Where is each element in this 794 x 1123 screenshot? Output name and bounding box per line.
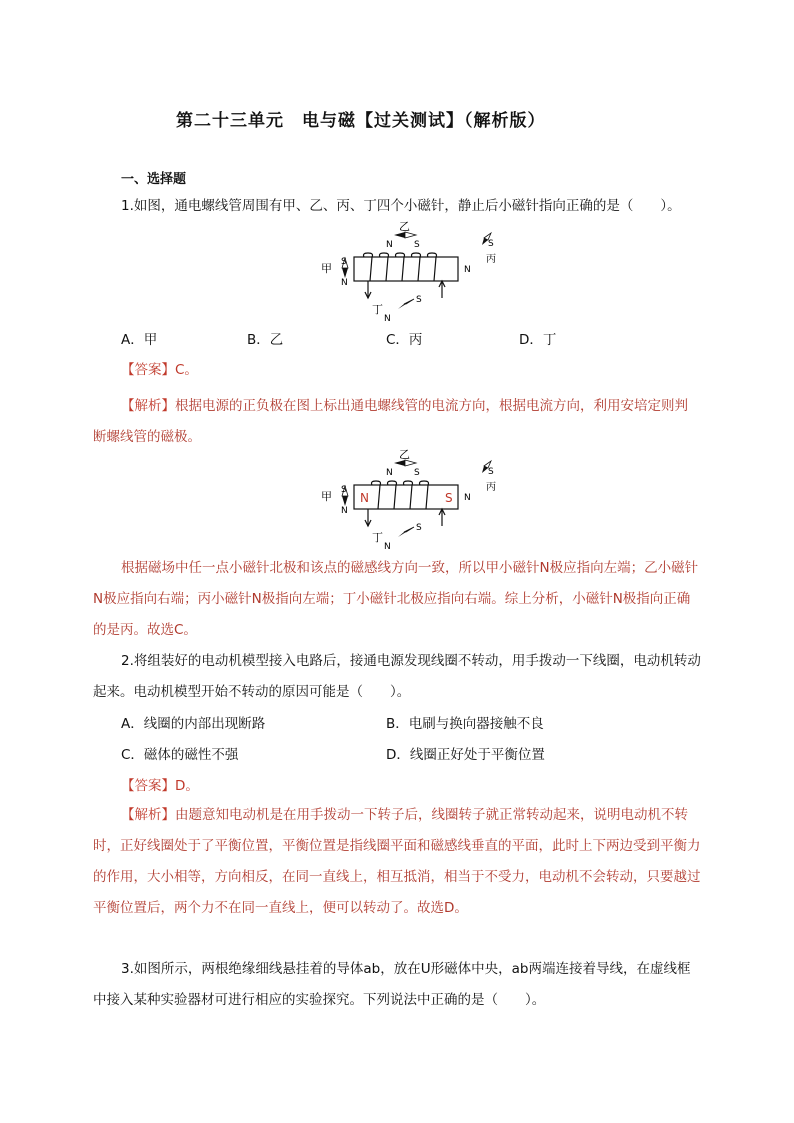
question-2-stem: 2.将组装好的电动机模型接入电路后，接通电源发现线圈不转动，用手拨动一下线圈，电动机转动起来。电动机模型开始不转动的原因可能是（ ）。 [93, 653, 701, 700]
svg-text:N: N [341, 278, 348, 288]
q1-analysis-2: 根据磁场中任一点小磁针北极和该点的磁感线方向一致，所以甲小磁针N极应指向左端；乙小磁针N极应指向右端；丙小磁针N极指向左端；丁小磁针北极应指向右端。综上分析，小磁针N极指向正确的是丙。故选C。 [93, 560, 699, 638]
q2-analysis [93, 800, 701, 924]
analysis-text: 根据电源的正负极在图上标出通电螺线管的电流方向，根据电流方向，利用安培定则判断螺线管的磁极。 [93, 398, 688, 445]
answer-label: 【答案】 [121, 778, 175, 794]
section-heading: 一、选择题 [121, 172, 187, 187]
q1-option-b: B．乙 [247, 332, 284, 348]
question-3-stem: 3.如图所示，两根绝缘细线悬挂着的导体ab，放在U形磁体中央，ab两端连接着导线，在虚线框中接入某种实验器材可进行相应的实验探究。下列说法中正确的是（ ）。 [93, 961, 691, 1008]
q2-option-c: C．磁体的磁性不强 [121, 747, 239, 763]
svg-text:乙: 乙 [399, 448, 410, 461]
svg-text:N: N [384, 542, 391, 552]
svg-text:N: N [341, 506, 348, 516]
q2-option-b: B．电刷与换向器接触不良 [386, 716, 544, 732]
q1-analysis [93, 391, 701, 453]
solenoid-figure-1 [318, 220, 518, 330]
svg-text:丙: 丙 [486, 482, 496, 493]
svg-text:S: S [341, 485, 347, 495]
svg-text:甲: 甲 [321, 490, 332, 503]
svg-text:N: N [464, 265, 471, 275]
q1-option-c: C．丙 [386, 332, 423, 348]
svg-text:N: N [386, 468, 393, 478]
svg-text:S: S [341, 257, 347, 267]
svg-text:甲: 甲 [321, 262, 332, 275]
svg-text:S: S [488, 239, 494, 249]
svg-text:S: S [414, 240, 420, 250]
answer-value: D。 [175, 778, 199, 794]
q1-option-a: A．甲 [121, 332, 158, 348]
lead-wires [365, 281, 445, 298]
answer-value: C。 [175, 362, 198, 378]
svg-text:丙: 丙 [486, 254, 496, 265]
compass-yi [386, 220, 420, 250]
solenoid-body [354, 257, 458, 281]
solenoid-figure-2 [318, 448, 518, 558]
answer-label: 【答案】 [121, 362, 175, 378]
svg-text:S: S [416, 523, 422, 533]
svg-text:N: N [464, 493, 471, 503]
svg-text:丁: 丁 [372, 303, 383, 316]
q2-option-d: D．线圈正好处于平衡位置 [386, 747, 545, 763]
q1-answer [121, 360, 198, 380]
q1-option-d: D．丁 [519, 332, 557, 348]
svg-text:丁: 丁 [372, 531, 383, 544]
compass-bing [464, 233, 496, 275]
q2-option-a: A．线圈的内部出现断路 [121, 716, 266, 732]
compass-ding [372, 295, 422, 324]
page-title: 第二十三单元 电与磁【过关测试】（解析版） [176, 111, 546, 131]
pole-n-red: N [360, 491, 369, 505]
svg-text:S: S [416, 295, 422, 305]
question-1-stem: 1.如图，通电螺线管周围有甲、乙、丙、丁四个小磁针，静止后小磁针指向正确的是（ ）。 [121, 198, 681, 214]
svg-text:N: N [384, 314, 391, 324]
svg-text:乙: 乙 [399, 220, 410, 233]
svg-text:S: S [488, 467, 494, 477]
q2-answer [121, 776, 199, 796]
pole-s-red: S [445, 491, 453, 505]
analysis-label: 【解析】 [121, 398, 175, 414]
svg-text:S: S [414, 468, 420, 478]
analysis-label: 【解析】 [121, 807, 175, 823]
svg-text:N: N [386, 240, 393, 250]
analysis-text: 由题意知电动机是在用手拨动一下转子后，线圈转子就正常转动起来，说明电动机不转时，正好线圈处于了平衡位置，平衡位置是指线圈平面和磁感线垂直的平面，此时上下两边受到平衡力的作用，大小相等，方向相反，在同一直线上，相互抵消，相当于不受力，电动机不会转动，只要越过平衡位置后，两个力不在同一直线上，便可以转动了。故选D。 [93, 807, 701, 916]
compass-jia [321, 257, 348, 288]
